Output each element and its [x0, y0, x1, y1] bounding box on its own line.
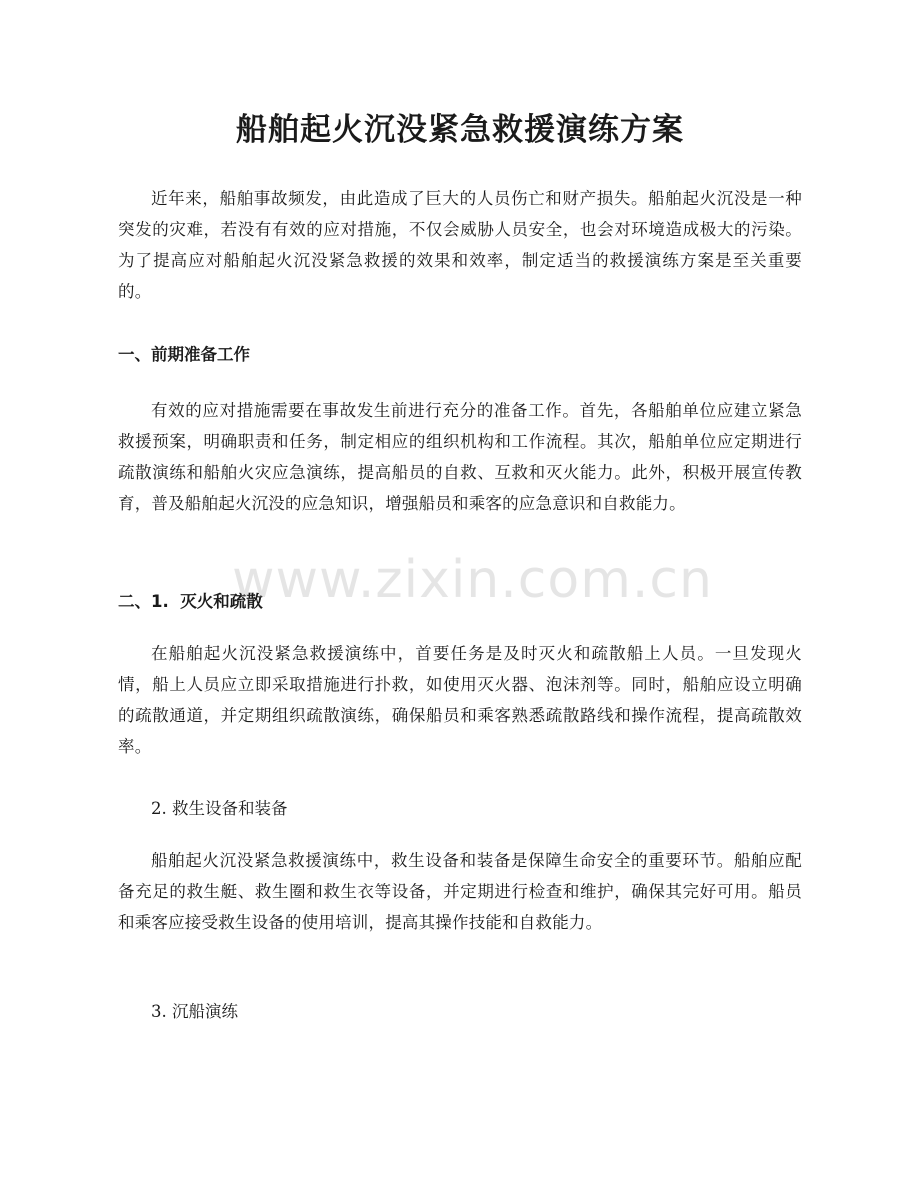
intro-paragraph: 近年来，船舶事故频发，由此造成了巨大的人员伤亡和财产损失。船舶起火沉没是一种突发的灾难，若没有有效的应对措施，不仅会威胁人员安全，也会对环境造成极大的污染。为了提高应对船舶起火沉没紧急救援的效果和效率，制定适当的救援演练方案是至关重要的。	[118, 189, 802, 301]
subsection-3-heading: 3. 沉船演练	[151, 1002, 238, 1021]
document-page	[118, 0, 802, 1191]
section-2-heading: 二、1. 灭火和疏散	[118, 592, 263, 611]
subsection-2-heading: 2. 救生设备和装备	[151, 799, 288, 818]
watermark-text: www.zixin.com.cn	[232, 550, 713, 610]
subsection-2-paragraph: 船舶起火沉没紧急救援演练中，救生设备和装备是保障生命安全的重要环节。船舶应配备充足的救生艇、救生圈和救生衣等设备，并定期进行检查和维护，确保其完好可用。船员和乘客应接受救生设备的使用培训，提高其操作技能和自救能力。	[118, 851, 802, 932]
document-title: 船舶起火沉没紧急救援演练方案	[236, 112, 684, 148]
section-2-paragraph: 在船舶起火沉没紧急救援演练中，首要任务是及时灭火和疏散船上人员。一旦发现火情，船上人员应立即采取措施进行扑救，如使用灭火器、泡沫剂等。同时，船舶应设立明确的疏散通道，并定期组织疏散演练，确保船员和乘客熟悉疏散路线和操作流程，提高疏散效率。	[118, 644, 802, 756]
section-1-heading: 一、前期准备工作	[118, 345, 250, 364]
section-1-paragraph: 有效的应对措施需要在事故发生前进行充分的准备工作。首先，各船舶单位应建立紧急救援预案，明确职责和任务，制定相应的组织机构和工作流程。其次，船舶单位应定期进行疏散演练和船舶火灾应急演练，提高船员的自救、互救和灭火能力。此外，积极开展宣传教育，普及船舶起火沉没的应急知识，增强船员和乘客的应急意识和自救能力。	[118, 401, 802, 513]
